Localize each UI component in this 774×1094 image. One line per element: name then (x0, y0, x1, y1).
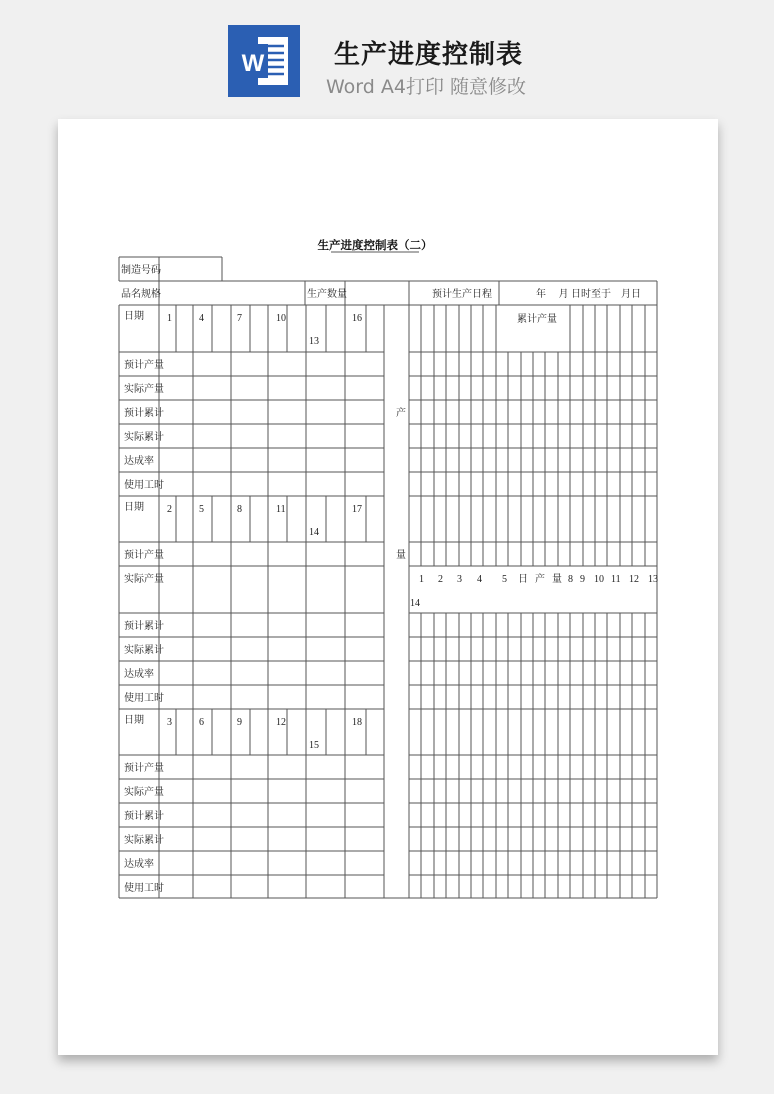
day-number: 13 (309, 336, 319, 347)
right-day-number: 10 (594, 574, 604, 585)
day-number: 17 (352, 504, 362, 515)
day-number: 4 (199, 313, 204, 324)
side-char-top: 产 (396, 408, 406, 419)
page-title: 生产进度控制表 (334, 40, 524, 70)
day-number: 2 (167, 504, 172, 515)
date-label: 日期 (124, 502, 144, 513)
right-day-number: 2 (438, 574, 443, 585)
order-no-label: 制造号码 (121, 265, 161, 276)
row-label: 使用工时 (124, 883, 164, 894)
row-label: 实际累计 (124, 835, 164, 846)
day-number: 5 (199, 504, 204, 515)
right-day-number: 8 (568, 574, 573, 585)
day-number: 12 (276, 717, 286, 728)
day-number: 16 (352, 313, 362, 324)
day-number: 15 (309, 740, 319, 751)
quantity-label: 生产数量 (307, 289, 347, 300)
day-number: 7 (237, 313, 242, 324)
day-number: 10 (276, 313, 286, 324)
row-label: 预计产量 (124, 360, 164, 371)
day-number: 3 (167, 717, 172, 728)
right-day-number: 9 (580, 574, 585, 585)
right-day-number: 量 (552, 574, 562, 585)
day-number: 1 (167, 313, 172, 324)
right-day-number: 13 (648, 574, 658, 585)
right-day-number: 14 (410, 598, 420, 609)
form-grid (119, 257, 657, 898)
right-day-number: 4 (477, 574, 482, 585)
right-day-number: 3 (457, 574, 462, 585)
right-day-number: 12 (629, 574, 639, 585)
row-label: 达成率 (124, 859, 154, 870)
right-day-number: 产 (535, 574, 545, 585)
schedule-label: 预计生产日程 (432, 289, 492, 300)
right-day-number: 5 (502, 574, 507, 585)
right-day-number: 11 (611, 574, 621, 585)
day-number: 9 (237, 717, 242, 728)
date-range-text: 年 月 日时至于 月日 (536, 289, 641, 300)
side-char-bottom: 量 (396, 550, 406, 561)
form-title: 生产进度控制表（二） (317, 240, 433, 252)
row-label: 达成率 (124, 669, 154, 680)
date-label: 日期 (124, 311, 144, 322)
day-number: 18 (352, 717, 362, 728)
day-number: 14 (309, 527, 319, 538)
row-label: 实际累计 (124, 432, 164, 443)
day-number: 8 (237, 504, 242, 515)
row-label: 实际产量 (124, 384, 164, 395)
row-label: 实际产量 (124, 574, 164, 585)
product-spec-label: 品名规格 (121, 289, 161, 300)
row-label: 预计累计 (124, 811, 164, 822)
row-label: 预计累计 (124, 408, 164, 419)
page-subtitle: Word A4打印 随意修改 (326, 76, 527, 98)
right-day-number: 1 (419, 574, 424, 585)
row-label: 实际累计 (124, 645, 164, 656)
row-label: 使用工时 (124, 480, 164, 491)
word-icon-letter: W (241, 50, 265, 77)
date-label: 日期 (124, 715, 144, 726)
day-number: 11 (276, 504, 286, 515)
day-number: 6 (199, 717, 204, 728)
row-label: 预计产量 (124, 550, 164, 561)
row-label: 实际产量 (124, 787, 164, 798)
cumulative-output-label: 累计产量 (517, 314, 557, 325)
right-day-number: 日 (518, 574, 528, 585)
row-label: 达成率 (124, 456, 154, 467)
row-label: 预计产量 (124, 763, 164, 774)
row-label: 使用工时 (124, 693, 164, 704)
row-label: 预计累计 (124, 621, 164, 632)
